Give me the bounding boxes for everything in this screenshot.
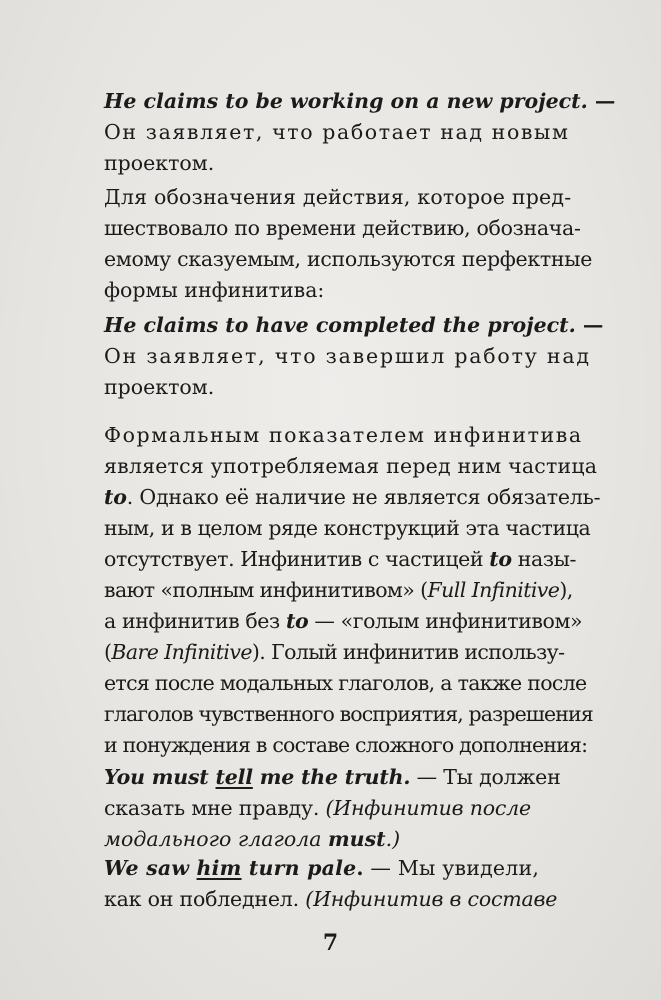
underlined-word: tell xyxy=(215,765,253,789)
paragraph-2-line-6: вают «полным инфинитивом» (Full Infinitive), xyxy=(104,578,573,602)
example-1-russian-line-1: Он заявляет, что работает над новым xyxy=(104,120,570,144)
particle-to: to xyxy=(489,547,512,571)
particle-to: to xyxy=(104,485,127,509)
paragraph-2-line-11: и понуждения в составе сложного дополнения: xyxy=(104,733,588,757)
paragraph-1-line-2: шествовало по времени действию, обознача- xyxy=(104,216,581,240)
paragraph-2-line-3: to. Однако её наличие не является обязатель- xyxy=(104,485,601,509)
example-2-russian-line-1: Он заявляет, что завершил работу над xyxy=(104,344,591,368)
example-1-dash: — xyxy=(587,89,616,113)
paragraph-2-line-4: ным, и в целом ряде конструкций эта частица xyxy=(104,516,591,540)
example-2-dash: — xyxy=(575,313,604,337)
underlined-word: him xyxy=(196,856,242,880)
term-bare-infinitive: Bare Infinitive xyxy=(111,640,252,664)
paragraph-2-line-2: является употребляемая перед ним частица xyxy=(104,454,598,478)
paragraph-2 xyxy=(104,420,601,761)
term-full-infinitive: Full Infinitive xyxy=(427,578,560,602)
paragraph-2-line-1: Формальным показателем инфинитива xyxy=(104,423,583,447)
example-2 xyxy=(104,310,604,403)
example-1 xyxy=(104,86,616,179)
paragraph-2-line-10: глаголов чувственного восприятия, разрешения xyxy=(104,702,593,726)
particle-to: to xyxy=(285,609,309,633)
example-4 xyxy=(104,853,594,915)
example-3-line-3: модального глагола must.) xyxy=(104,827,401,851)
paragraph-2-line-5: отсутствует. Инфинитив с частицей to назы- xyxy=(104,547,577,571)
example-2-english: He claims to have completed the project. xyxy=(104,313,576,337)
example-3-line-2: сказать мне правду. (Инфинитив после xyxy=(104,796,531,820)
example-4-line-1: We saw him turn pale. — Мы увидели, xyxy=(104,856,540,880)
example-4-line-2: как он побледнел. (Инфинитив в составе xyxy=(104,887,558,911)
example-3 xyxy=(104,762,594,855)
paragraph-2-line-8: (Bare Infinitive). Голый инфинитив использу- xyxy=(104,640,565,664)
paragraph-1-line-3: емому сказуемым, используются перфектные xyxy=(104,247,593,271)
paragraph-2-line-7: а инфинитив без to — «голым инфинитивом» xyxy=(104,609,583,633)
paragraph-2-line-9: ется после модальных глаголов, а также после xyxy=(104,671,587,695)
example-2-english-line xyxy=(104,310,604,341)
example-1-russian-line-2: проектом. xyxy=(104,151,215,175)
paragraph-1-line-1: Для обозначения действия, которое пред- xyxy=(104,185,572,209)
page-number: 7 xyxy=(322,930,339,956)
example-3-line-1: You must tell me the truth. — Ты должен xyxy=(104,765,561,789)
example-1-english-line xyxy=(104,86,616,117)
example-2-russian-line-2: проектом. xyxy=(104,375,215,399)
paragraph-1-line-4: формы инфинитива: xyxy=(104,278,325,302)
paragraph-1 xyxy=(104,182,594,306)
example-1-english: He claims to be working on a new project. xyxy=(104,89,588,113)
